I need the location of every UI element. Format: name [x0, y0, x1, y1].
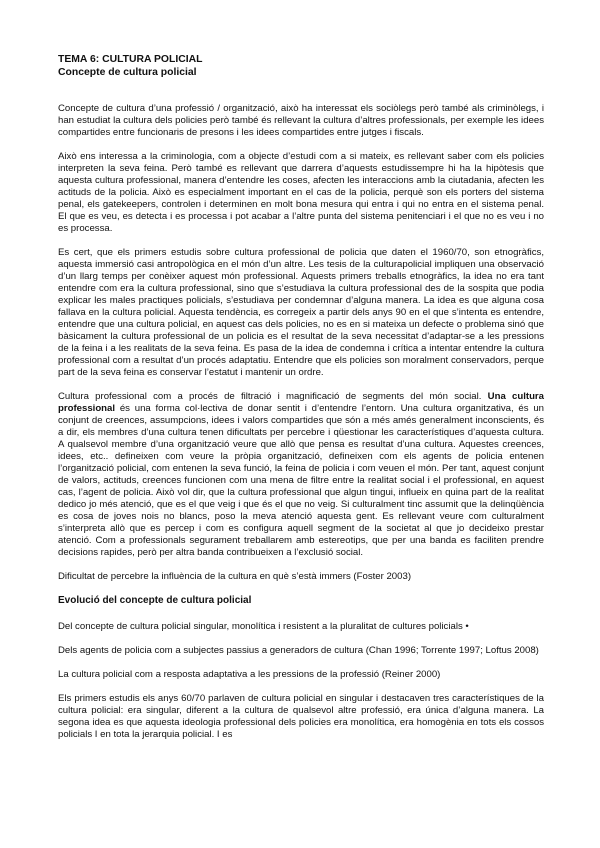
paragraph-7: Dels agents de policia com a subjectes passius a generadors de cultura (Chan 1996; Torrente 1997; Loftus 2008) [58, 645, 539, 656]
paragraph-4-bold: Una cultura professional [58, 391, 545, 414]
paragraph-1: Concepte de cultura d’una professió / organització, això ha interessat els sociòlegs però també als criminòlegs, i han estudiat la cultura dels policies però també és rellevant la cultura d’altres professionals, per exemple les idees compartides entre funcionaris de presons i les idees compartides entre jutges i fiscals. [58, 103, 544, 138]
section-heading: Evolució del concepte de cultura policial [58, 595, 252, 606]
title-block [58, 54, 544, 79]
paragraph-6: Del concepte de cultura policial singular, monolítica i resistent a la pluralitat de cultures policials • [58, 621, 469, 632]
document-title: TEMA 6: CULTURA POLICIAL [58, 54, 203, 65]
paragraph-4-intro: Cultura professional com a procés de filtració i magnificació de segments del món social. [58, 391, 488, 402]
paragraph-5: Dificultat de percebre la influència de la cultura en què s’està immers (Foster 2003) [58, 571, 412, 582]
paragraph-8: La cultura policial com a resposta adaptativa a les pressions de la professió (Reiner 2000) [58, 669, 441, 680]
document-body [58, 54, 544, 741]
paragraph-3: Es cert, que els primers estudis sobre cultura professional de policia que daten el 1960/70, son etnogràfics, aquesta immersió casi antropològica en el món d’un altre. Les tesis de la culturapolicial impliquen una observació d’un llarg temps per conèixer aquest món professional. Aquests primers treballs etnogràfics, la idea no era tant entendre com era la cultura professional, sino que s’estudiava la cultura professional des de la sospita que podia explicar les males practiques policials, s’estudiava per condemnar d’alguna manera. La idea es que alguna cosa fallava en la cultura policial. Aquesta tendència, es corregeix a partir dels anys 90 en el que s’intenta es entendre, entendre que una cultura policial, en aquest cas dels policies, no es en si mateixa un defecte o problema sinó que bàsicament la cultura professional de un policia es el resultat de la seva necessitat d’adaptar-se a les pressions de la feina i a les realitats de la seva feina. Es pasa de la idea de condemna i crítica a intentar entendre la cultura professional com a resultat d’un procés adaptatiu. Entendre que els policies son moralment conservadors, perque part de la seva feina es conservar l’estatut i mantenir un ordre. [58, 247, 544, 378]
paragraph-9: Els primers estudis els anys 60/70 parlaven de cultura policial en singular i destacaven tres característiques de la cultura policial: era singular, diferent a la cultura de qualsevol altre professió, era única d’alguna manera. La segona idea es que aquesta ideologia professional dels policies era monolítica, era homogènia en tots els cossos policials I en tota la jerarquia policial. I es [58, 693, 544, 740]
paragraph-4-rest: és una forma col·lectiva de donar sentit i d’entendre l’entorn. Una cultura organitzativa, és un conjunt de creences, assumpcions, idees i valors compartides que són a més amés generalment inconscients, és a dir, els membres d’una cultura tenen dificultats per percebre i qüestionar les característiques d’aquesta cultura. A qualsevol membre d’una organització veure que allò que pensa es resultat d’una cultura. Aquestes creences, idees, etc.. defineixen com veure la pròpia organització, defineixen com els agents de policia entenen l’organització policial, com entenen la seva funció, la feina de policia i com veuen el món. Per tant, aquest conjunt de valors, actituds, creences funcionen com una mena de filtre entre la realitat social i el professional, en aquest cas, l’agent de policia. Això vol dir, que la cultura professional que algun tingui, influeix en quina part de la realitat dedico jo més atenció, que es el que veig i que és el que no veig. Si culturalment tinc assumit que la delinqüència es cosa de joves nois no blancs, poso la meva atenció aquesta gent. Es rellevant veure com culturalment s’interpreta allò que es percep i com es configura aquell segment de la societat al que jo decideixo prestar atenció. Com a professionals segurament treballarem amb estereotips, que per una banda es faciliten prendre decisions rapides, però per altra banda contribueixen a l’exclusió social. [58, 403, 544, 558]
paragraph-4 [58, 391, 544, 559]
document-subtitle: Concepte de cultura policial [58, 66, 197, 78]
paragraph-2: Això ens interessa a la criminologia, com a objecte d’estudi com a si mateix, es rellevant saber com els policies interpreten la seva feina. Però també es rellevant que darrera d’aquests estudissempre hi ha la hipòtesis que aquesta cultura professional, manera d’entendre les coses, afecten les interaccions amb la ciutadania, afecten les actituds de la policia. Això es especialment important en el cas de la policia, perquè son els porters del sistema penal, els gatekeepers, controlen i determinen en molt bona mesura qui entra i qui no entra en el sistema penal. El que es veu, es detecta i es processa i pot acabar a l’altre punta del sistema penitenciari i el que no es veu i no es processa. [58, 151, 544, 234]
